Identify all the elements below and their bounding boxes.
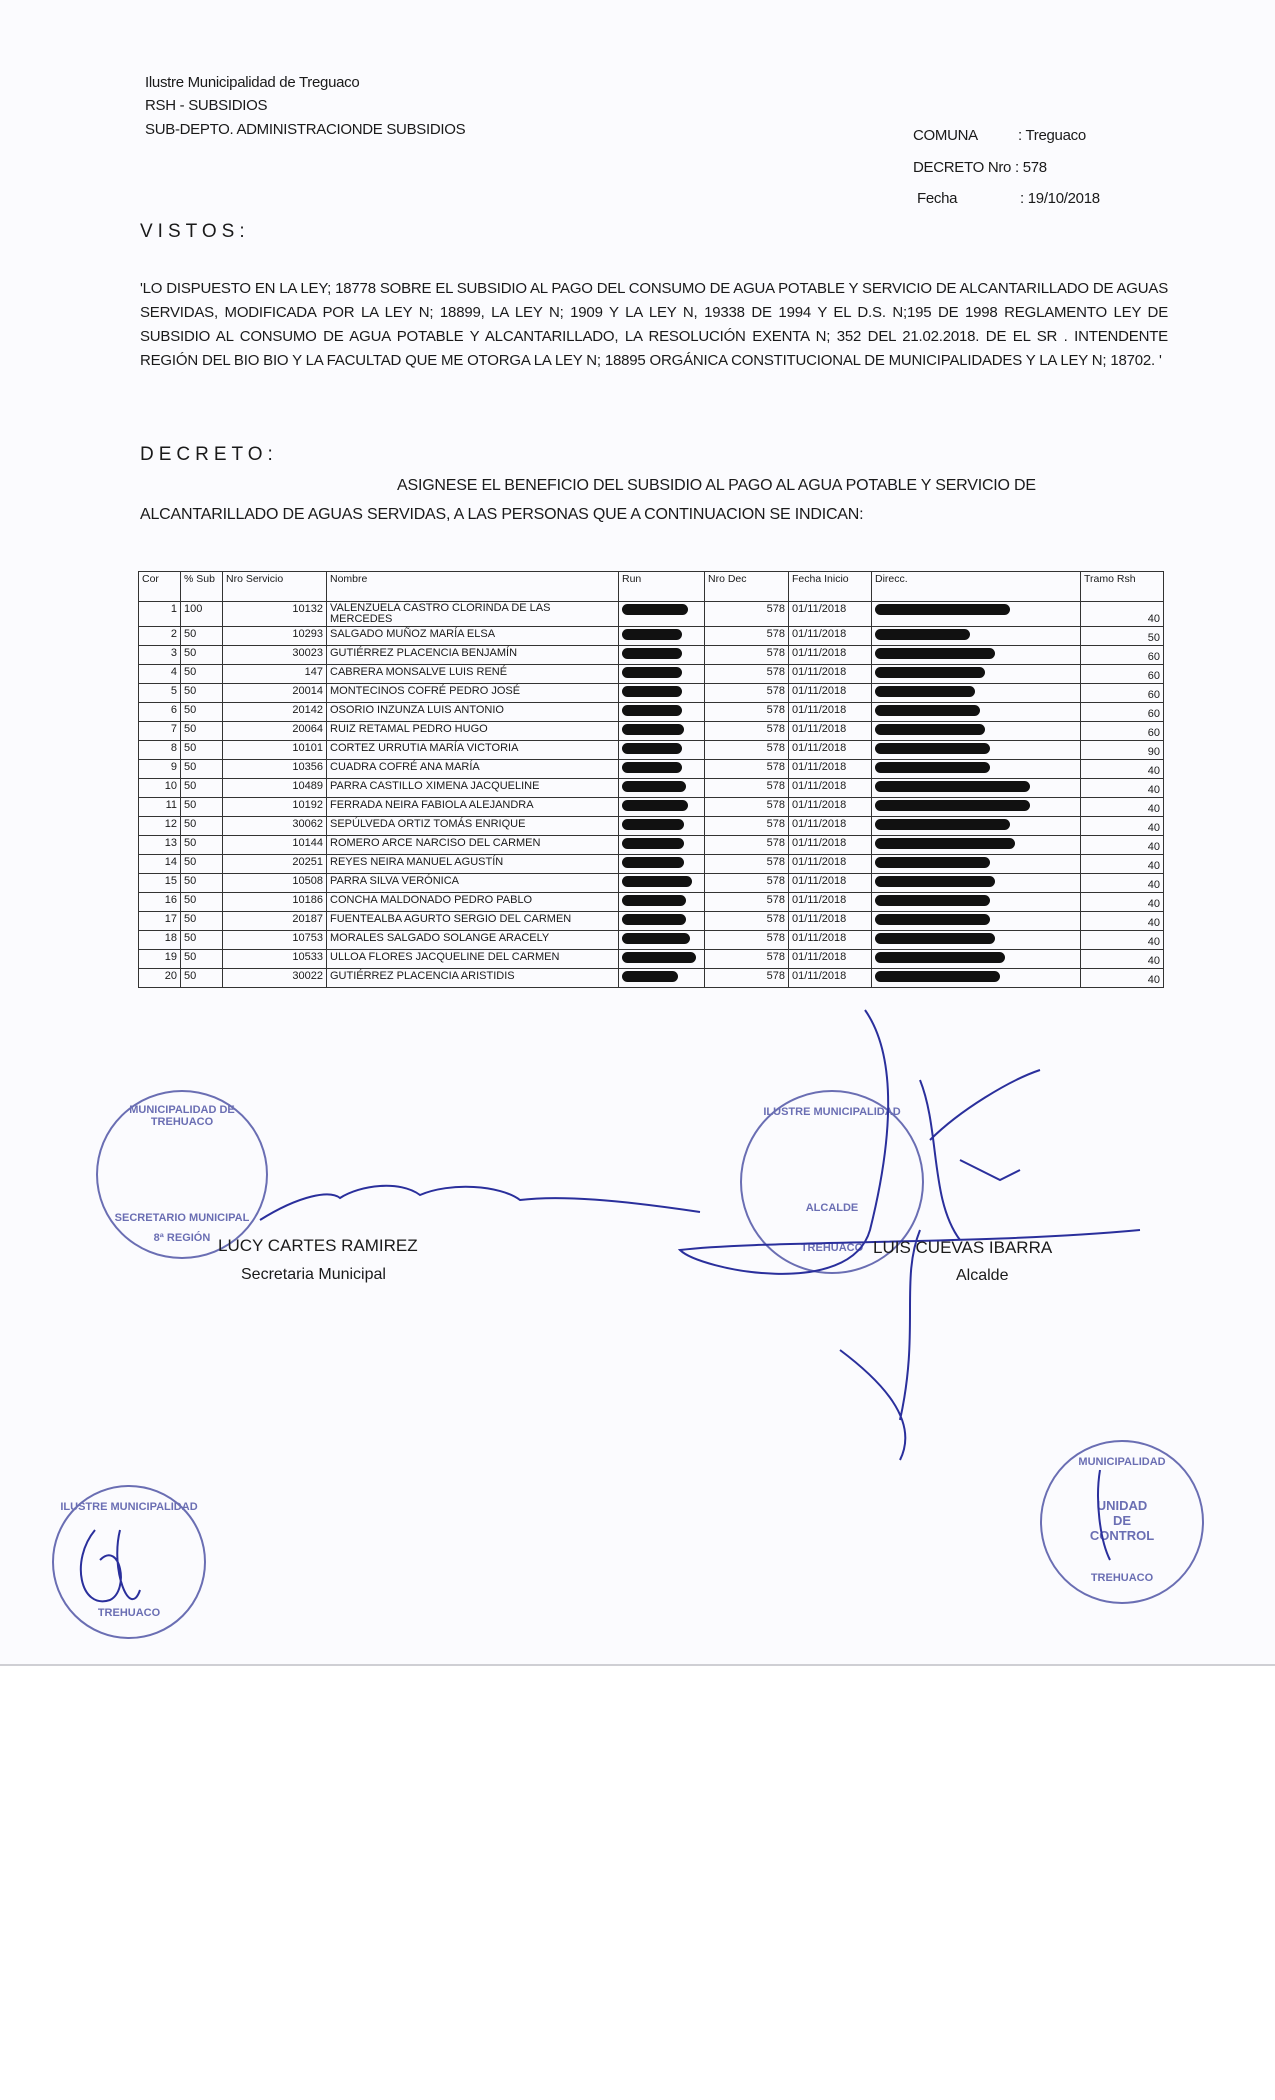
cell-fecha: 01/11/2018 [789, 722, 872, 741]
cell-sub: 50 [181, 912, 223, 931]
cell-sub: 50 [181, 950, 223, 969]
decreto-number: DECRETO Nro : 578 [913, 159, 1047, 176]
cell-tramo: 40 [1081, 779, 1164, 798]
cell-servicio: 20187 [223, 912, 327, 931]
cell-tramo: 60 [1081, 703, 1164, 722]
col-fecha-inicio: Fecha Inicio [789, 572, 872, 602]
cell-sub: 50 [181, 779, 223, 798]
cell-cor: 20 [139, 969, 181, 988]
cell-cor: 13 [139, 836, 181, 855]
cell-nombre: PARRA CASTILLO XIMENA JACQUELINE [327, 779, 619, 798]
cell-servicio: 20142 [223, 703, 327, 722]
comuna-label: COMUNA [913, 127, 978, 144]
cell-dec: 578 [705, 931, 789, 950]
cell-dec: 578 [705, 722, 789, 741]
cell-servicio: 30023 [223, 646, 327, 665]
cell-sub: 50 [181, 969, 223, 988]
cell-nombre: SALGADO MUÑOZ MARÍA ELSA [327, 627, 619, 646]
cell-nombre: CABRERA MONSALVE LUIS RENÉ [327, 665, 619, 684]
bottom-left-signature-stroke [81, 1530, 140, 1601]
vistos-text: 'LO DISPUESTO EN LA LEY; 18778 SOBRE EL SUBSIDIO AL PAGO DEL CONSUMO DE AGUA POTABLE Y SERVICIO DE ALCANTARILLADO DE AGUAS SERVIDAS, MODIFICADA POR LA LEY N; 18899, LA LEY N; 1909 Y LA LEY N, 19338 DE 1994 Y EL D.S. N;195 DE 1998 REGLAMENTO LEY DE SUBSIDIO AL CONSUMO DE AGUA POTABLE Y ALCANTARILLADO, LA RESOLUCIÓN EXENTA N; 352 DEL 21.02.2018. DE EL SR . INTENDENTE REGIÓN DEL BIO BIO Y LA FACULTAD QUE ME OTORGA LA LEY N; 18895 ORGÁNICA CONSTITUCIONAL DE MUNICIPALIDADES Y LA LEY N; 18702. ' [140, 280, 1168, 369]
cell-nombre: FERRADA NEIRA FABIOLA ALEJANDRA [327, 798, 619, 817]
cell-tramo: 60 [1081, 722, 1164, 741]
cell-servicio: 10508 [223, 874, 327, 893]
decreto-line-1: ASIGNESE EL BENEFICIO DEL SUBSIDIO AL PAGO AL AGUA POTABLE Y SERVICIO DE [397, 477, 1036, 494]
cell-nombre: MONTECINOS COFRÉ PEDRO JOSÉ [327, 684, 619, 703]
col-nombre: Nombre [327, 572, 619, 602]
cell-tramo: 50 [1081, 627, 1164, 646]
cell-cor: 4 [139, 665, 181, 684]
cell-fecha: 01/11/2018 [789, 703, 872, 722]
cell-nombre: VALENZUELA CASTRO CLORINDA DE LAS MERCEDES [327, 602, 619, 627]
cell-fecha: 01/11/2018 [789, 627, 872, 646]
col-servicio: Nro Servicio [223, 572, 327, 602]
cell-fecha: 01/11/2018 [789, 912, 872, 931]
cell-servicio: 10101 [223, 741, 327, 760]
decreto-line-2: ALCANTARILLADO DE AGUAS SERVIDAS, A LAS PERSONAS QUE A CONTINUACION SE INDICAN: [140, 506, 864, 523]
cell-sub: 50 [181, 665, 223, 684]
cell-nombre: FUENTEALBA AGURTO SERGIO DEL CARMEN [327, 912, 619, 931]
cell-cor: 10 [139, 779, 181, 798]
cell-dec: 578 [705, 646, 789, 665]
cell-nombre: SEPÚLVEDA ORTIZ TOMÁS ENRIQUE [327, 817, 619, 836]
cell-dec: 578 [705, 874, 789, 893]
alcalde-stamp: ILUSTRE MUNICIPALIDAD ALCALDE TREHUACO [740, 1090, 924, 1274]
cell-fecha: 01/11/2018 [789, 969, 872, 988]
cell-dec: 578 [705, 684, 789, 703]
cell-fecha: 01/11/2018 [789, 665, 872, 684]
cell-nombre: CONCHA MALDONADO PEDRO PABLO [327, 893, 619, 912]
cell-nombre: REYES NEIRA MANUEL AGUSTÍN [327, 855, 619, 874]
comuna-value: : Treguaco [1018, 127, 1086, 144]
cell-fecha: 01/11/2018 [789, 760, 872, 779]
cell-sub: 50 [181, 931, 223, 950]
cell-dec: 578 [705, 703, 789, 722]
col-nro-dec: Nro Dec [705, 572, 789, 602]
cell-servicio: 10533 [223, 950, 327, 969]
cell-tramo: 40 [1081, 950, 1164, 969]
cell-tramo: 40 [1081, 817, 1164, 836]
cell-sub: 50 [181, 741, 223, 760]
cell-nombre: MORALES SALGADO SOLANGE ARACELY [327, 931, 619, 950]
col-tramo: Tramo Rsh [1081, 572, 1164, 602]
cell-cor: 17 [139, 912, 181, 931]
alcalde-title: Alcalde [956, 1267, 1009, 1284]
cell-sub: 50 [181, 703, 223, 722]
cell-servicio: 20014 [223, 684, 327, 703]
cell-dec: 578 [705, 893, 789, 912]
cell-cor: 16 [139, 893, 181, 912]
cell-tramo: 40 [1081, 969, 1164, 988]
cell-cor: 18 [139, 931, 181, 950]
cell-cor: 19 [139, 950, 181, 969]
cell-tramo: 60 [1081, 665, 1164, 684]
cell-dec: 578 [705, 912, 789, 931]
control-stamp: MUNICIPALIDAD UNIDAD DE CONTROL TREHUACO [1040, 1440, 1204, 1604]
cell-cor: 11 [139, 798, 181, 817]
cell-sub: 50 [181, 874, 223, 893]
cell-dec: 578 [705, 798, 789, 817]
cell-sub: 50 [181, 836, 223, 855]
cell-servicio: 10144 [223, 836, 327, 855]
cell-sub: 50 [181, 798, 223, 817]
cell-sub: 50 [181, 760, 223, 779]
left-signature-stroke [260, 1186, 700, 1220]
cell-nombre: RUIZ RETAMAL PEDRO HUGO [327, 722, 619, 741]
cell-servicio: 10186 [223, 893, 327, 912]
cell-fecha: 01/11/2018 [789, 931, 872, 950]
cell-servicio: 30062 [223, 817, 327, 836]
cell-fecha: 01/11/2018 [789, 950, 872, 969]
cell-tramo: 40 [1081, 912, 1164, 931]
cell-servicio: 20251 [223, 855, 327, 874]
cell-dec: 578 [705, 741, 789, 760]
cell-servicio: 10356 [223, 760, 327, 779]
col-run: Run [619, 572, 705, 602]
cell-nombre: CUADRA COFRÉ ANA MARÍA [327, 760, 619, 779]
cell-dec: 578 [705, 665, 789, 684]
cell-fecha: 01/11/2018 [789, 646, 872, 665]
cell-nombre: ULLOA FLORES JACQUELINE DEL CARMEN [327, 950, 619, 969]
cell-servicio: 10293 [223, 627, 327, 646]
cell-cor: 2 [139, 627, 181, 646]
cell-tramo: 40 [1081, 760, 1164, 779]
cell-sub: 50 [181, 893, 223, 912]
cell-dec: 578 [705, 817, 789, 836]
cell-cor: 8 [139, 741, 181, 760]
cell-fecha: 01/11/2018 [789, 893, 872, 912]
cell-servicio: 10132 [223, 602, 327, 627]
cell-nombre: OSORIO INZUNZA LUIS ANTONIO [327, 703, 619, 722]
cell-dec: 578 [705, 602, 789, 627]
cell-nombre: PARRA SILVA VERÓNICA [327, 874, 619, 893]
cell-cor: 3 [139, 646, 181, 665]
cell-fecha: 01/11/2018 [789, 855, 872, 874]
cell-tramo: 40 [1081, 893, 1164, 912]
cell-fecha: 01/11/2018 [789, 798, 872, 817]
right-signature-stroke [680, 1010, 1140, 1460]
fecha-value: : 19/10/2018 [1020, 190, 1100, 207]
cell-tramo: 40 [1081, 798, 1164, 817]
cell-fecha: 01/11/2018 [789, 602, 872, 627]
cell-servicio: 147 [223, 665, 327, 684]
secretaria-title: Secretaria Municipal [241, 1266, 386, 1283]
unit-name: RSH - SUBSIDIOS [145, 97, 268, 114]
secretaria-stamp: MUNICIPALIDAD DE TREHUACO SECRETARIO MUNICIPAL 8ª REGIÓN [96, 1090, 268, 1259]
dept-name: SUB-DEPTO. ADMINISTRACIONDE SUBSIDIOS [145, 121, 466, 138]
cell-servicio: 10489 [223, 779, 327, 798]
cell-dec: 578 [705, 969, 789, 988]
cell-tramo: 60 [1081, 646, 1164, 665]
cell-nombre: ROMERO ARCE NARCISO DEL CARMEN [327, 836, 619, 855]
cell-servicio: 30022 [223, 969, 327, 988]
col-direccion: Direcc. [872, 572, 1081, 602]
cell-tramo: 40 [1081, 931, 1164, 950]
cell-tramo: 40 [1081, 602, 1164, 627]
cell-tramo: 40 [1081, 836, 1164, 855]
cell-cor: 12 [139, 817, 181, 836]
cell-tramo: 40 [1081, 855, 1164, 874]
secretaria-name: LUCY CARTES RAMIREZ [218, 1236, 418, 1255]
cell-cor: 1 [139, 602, 181, 627]
cell-fecha: 01/11/2018 [789, 741, 872, 760]
cell-cor: 7 [139, 722, 181, 741]
alcalde-name: LUIS CUEVAS IBARRA [873, 1238, 1053, 1257]
cell-cor: 14 [139, 855, 181, 874]
cell-sub: 50 [181, 817, 223, 836]
fecha-label: Fecha [917, 190, 958, 207]
decreto-heading: DECRETO: [140, 444, 278, 465]
cell-sub: 50 [181, 646, 223, 665]
cell-cor: 6 [139, 703, 181, 722]
cell-dec: 578 [705, 836, 789, 855]
cell-dec: 578 [705, 855, 789, 874]
cell-fecha: 01/11/2018 [789, 874, 872, 893]
cell-sub: 50 [181, 627, 223, 646]
col-cor: Cor [139, 572, 181, 602]
cell-fecha: 01/11/2018 [789, 779, 872, 798]
cell-sub: 50 [181, 722, 223, 741]
cell-fecha: 01/11/2018 [789, 684, 872, 703]
vistos-heading: VISTOS: [140, 221, 250, 242]
cell-nombre: GUTIÉRREZ PLACENCIA ARISTIDIS [327, 969, 619, 988]
cell-dec: 578 [705, 627, 789, 646]
cell-servicio: 10192 [223, 798, 327, 817]
cell-fecha: 01/11/2018 [789, 817, 872, 836]
cell-sub: 100 [181, 602, 223, 627]
cell-tramo: 90 [1081, 741, 1164, 760]
cell-cor: 5 [139, 684, 181, 703]
cell-fecha: 01/11/2018 [789, 836, 872, 855]
cell-cor: 15 [139, 874, 181, 893]
cell-tramo: 40 [1081, 874, 1164, 893]
cell-sub: 50 [181, 684, 223, 703]
cell-cor: 9 [139, 760, 181, 779]
cell-dec: 578 [705, 779, 789, 798]
cell-dec: 578 [705, 760, 789, 779]
control-signature-stroke [1098, 1470, 1110, 1560]
bottom-left-stamp: ILUSTRE MUNICIPALIDAD TREHUACO [52, 1485, 206, 1639]
org-name: Ilustre Municipalidad de Treguaco [145, 74, 360, 91]
cell-servicio: 20064 [223, 722, 327, 741]
cell-nombre: CORTEZ URRUTIA MARÍA VICTORIA [327, 741, 619, 760]
cell-dec: 578 [705, 950, 789, 969]
cell-sub: 50 [181, 855, 223, 874]
cell-nombre: GUTIÉRREZ PLACENCIA BENJAMÍN [327, 646, 619, 665]
cell-tramo: 60 [1081, 684, 1164, 703]
cell-servicio: 10753 [223, 931, 327, 950]
col-sub: % Sub [181, 572, 223, 602]
